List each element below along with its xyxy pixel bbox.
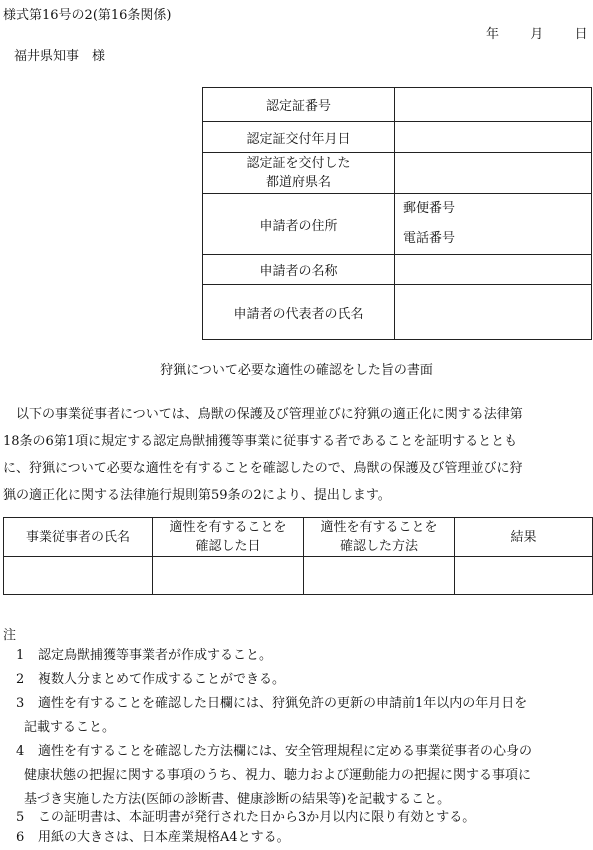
worker-name-header: 事業従事者の氏名 [4,518,153,557]
body-paragraph [3,401,593,509]
worker-name-cell [4,557,153,595]
note-continuation: 健康状態の把握に関する事項のうち、視力、聴力および運動能力の把握に関する事項に [24,768,532,783]
note-text: この証明書は、本証明書が発行された日から3か月以内に限り有効とする。 [38,810,476,825]
form-number: 様式第16号の2(第16条関係) [3,8,172,23]
applicant-address-value [395,194,592,255]
cert-prefecture-label-line1: 認定証を交付した [246,156,351,171]
note-item [16,692,527,716]
date-year-label: 年 [486,27,500,42]
body-line: 以下の事業従事者については、鳥獣の保護及び管理並びに狩猟の適正化に関する法律第 [3,407,523,422]
date-month-label: 月 [530,27,544,42]
applicant-name-row [203,255,592,285]
confirm-date-header-line1: 適性を有することを [169,520,287,535]
cert-number-label: 認定証番号 [203,88,395,122]
note-continuation: 基づき実施した方法(医師の診断書、健康診断の結果等)を記載すること。 [24,792,451,807]
confirm-date-cell [153,557,304,595]
cert-prefecture-value [395,153,592,194]
note-number: 4 [16,744,25,759]
worker-table-row [4,557,593,595]
note-text: 適性を有することを確認した方法欄には、安全管理規程に定める事業従事者の心身の [38,744,533,759]
note-number: 1 [16,648,25,663]
cert-row-issue-date [203,122,592,153]
note-continuation: 記載すること。 [24,720,116,735]
cert-prefecture-label-line2: 都道府県名 [265,175,331,190]
note-text: 適性を有することを確認した日欄には、狩猟免許の更新の申請前1年以内の年月日を [38,696,528,711]
applicant-name-value [395,255,592,285]
applicant-address-row [203,194,592,255]
confirm-method-cell [304,557,455,595]
body-line: に、狩猟について必要な適性を有することを確認したので、鳥獣の保護及び管理並びに狩 [3,461,523,476]
note-item [16,644,272,668]
result-cell [455,557,593,595]
note-text: 複数人分まとめて作成することができる。 [38,672,286,687]
notes-heading: 注 [3,628,17,643]
representative-name-label: 申請者の代表者の氏名 [203,285,395,340]
body-line: 18条の6第1項に規定する認定鳥獣捕獲等事業に従事する者であることを証明するととも [3,434,518,449]
document-title: 狩猟について必要な適性の確認をした旨の書面 [160,363,433,378]
date-day-label: 日 [574,27,588,42]
cert-prefecture-label [203,153,395,194]
confirm-method-header [304,518,455,557]
note-item [16,826,290,850]
certificate-info-table [202,87,592,340]
result-header: 結果 [455,518,593,557]
note-text: 用紙の大きさは、日本産業規格A4とする。 [38,830,290,845]
note-number: 3 [16,696,25,711]
representative-name-value [395,285,592,340]
note-number: 2 [16,672,25,687]
confirm-method-header-line2: 確認した方法 [339,539,418,554]
cert-number-value [395,88,592,122]
confirm-date-header-line2: 確認した日 [195,539,261,554]
worker-table [3,517,593,595]
note-item [16,740,532,764]
confirm-method-header-line1: 適性を有することを [320,520,438,535]
note-number: 5 [16,810,25,825]
note-item [16,668,285,692]
postal-code-label: 郵便番号 [403,201,456,216]
cert-row-prefecture [203,153,592,194]
applicant-address-label: 申請者の住所 [203,194,395,255]
confirm-date-header [153,518,304,557]
note-number: 6 [16,830,25,845]
cert-issue-date-label: 認定証交付年月日 [203,122,395,153]
applicant-name-label: 申請者の名称 [203,255,395,285]
phone-number-label: 電話番号 [403,231,456,246]
cert-issue-date-value [395,122,592,153]
body-line: 猟の適正化に関する法律施行規則第59条の2により、提出します。 [3,488,391,503]
cert-row-number [203,88,592,122]
note-text: 認定鳥獣捕獲等事業者が作成すること。 [38,648,273,663]
date-line [486,23,588,42]
representative-name-row [203,285,592,340]
worker-table-header-row [4,518,593,557]
addressee: 福井県知事 様 [14,49,106,64]
